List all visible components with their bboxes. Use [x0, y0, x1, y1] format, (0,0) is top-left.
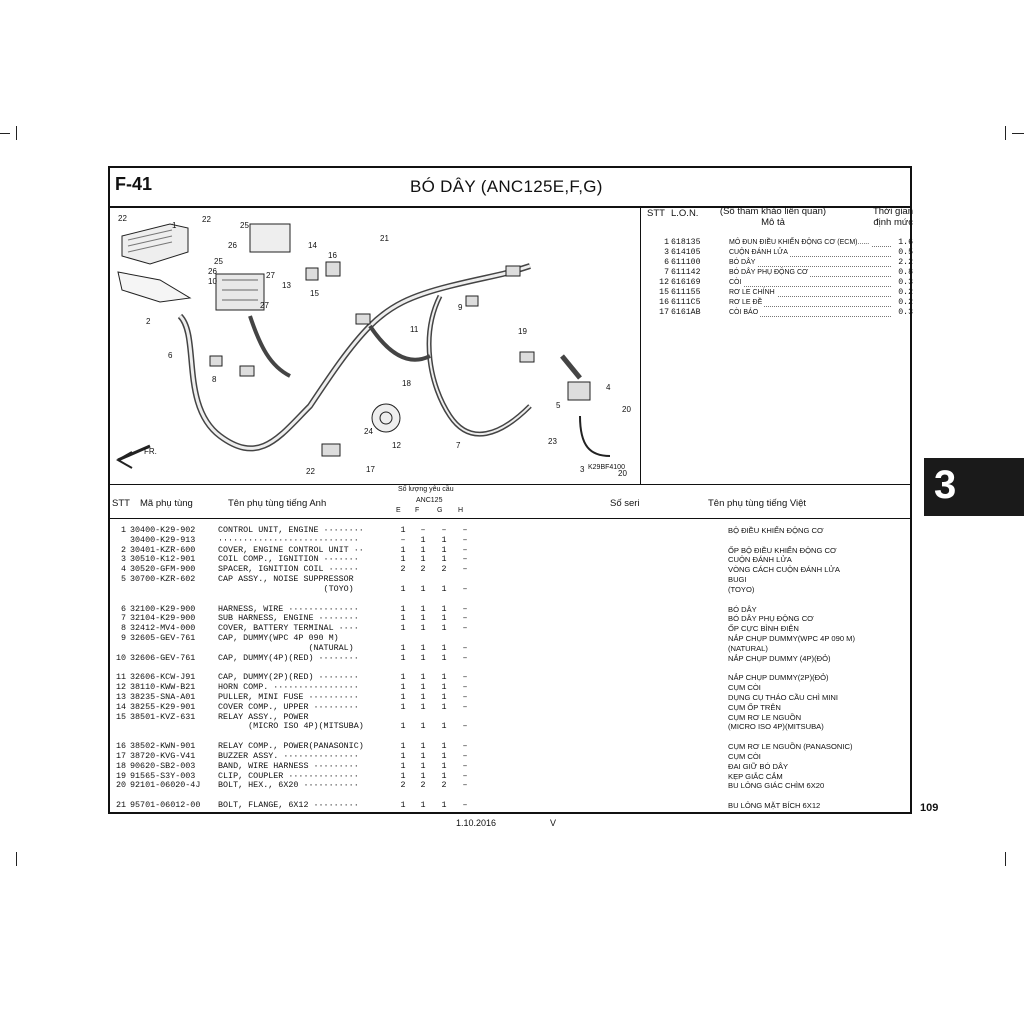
part-quantity: 1: [420, 682, 426, 693]
reference-row: [647, 278, 913, 288]
part-quantity: 1: [441, 534, 447, 545]
part-name-vietnamese: CỤM RƠ LE NGUỒN: [728, 712, 802, 722]
part-quantity: –: [462, 613, 468, 624]
table-row: [110, 722, 910, 732]
reference-row: [647, 268, 913, 278]
part-quantity: 1: [420, 652, 426, 663]
part-quantity: 1: [420, 583, 426, 594]
part-quantity: –: [462, 554, 468, 565]
part-quantity: 1: [400, 682, 406, 693]
part-stt: 14: [115, 701, 126, 712]
ref-description: RƠ LE ĐỀ: [729, 299, 763, 306]
part-quantity: 1: [441, 701, 447, 712]
part-quantity: –: [462, 770, 468, 781]
part-name-english: ····························: [218, 534, 359, 545]
part-name-vietnamese: CỤM RƠ LE NGUỒN (PANASONIC): [728, 742, 853, 752]
part-stt: 8: [120, 623, 126, 634]
part-quantity: 1: [420, 760, 426, 771]
part-quantity: –: [462, 534, 468, 545]
part-quantity: 1: [400, 760, 406, 771]
ref-description: RƠ LE CHÍNH: [729, 289, 775, 296]
callout-label: 8: [212, 375, 217, 384]
crop-mark: [0, 133, 10, 134]
crop-mark: [1005, 852, 1006, 866]
part-name-vietnamese: NẮP CHỤP DUMMY(2P)(ĐỎ): [728, 673, 829, 683]
part-number: 38255-K29-901: [130, 701, 196, 712]
part-name-english: CLIP, COUPLER ··············: [218, 770, 359, 781]
part-name-english: (MICRO ISO 4P)(MITSUBA): [218, 721, 364, 732]
exploded-diagram: [110, 206, 640, 484]
part-quantity: 1: [441, 583, 447, 594]
reference-row: [647, 238, 913, 248]
part-name-vietnamese: (TOYO): [728, 584, 755, 594]
part-quantity: –: [400, 534, 406, 545]
callout-label: 22: [202, 215, 211, 224]
part-name-vietnamese: ỐP BỘ ĐIỀU KHIỂN ĐỘNG CƠ: [728, 545, 837, 555]
part-quantity: –: [462, 800, 468, 811]
header-part-number: Mã phụ tùng: [140, 498, 193, 509]
part-quantity: 2: [400, 780, 406, 791]
part-quantity: 1: [441, 642, 447, 653]
part-stt: 18: [115, 760, 126, 771]
crop-mark: [1005, 126, 1006, 140]
part-stt: 5: [120, 573, 126, 584]
part-name-english: CAP, DUMMY(WPC 4P 090 M): [218, 632, 339, 643]
part-quantity: 1: [441, 750, 447, 761]
part-stt: 2: [120, 544, 126, 555]
page-header: [110, 168, 910, 208]
part-name-vietnamese: BUGI: [728, 574, 747, 584]
part-quantity: 1: [420, 672, 426, 683]
ref-lon: 6161AB: [671, 308, 701, 317]
reference-table-header: [647, 208, 911, 236]
part-number: 38110-KWW-B21: [130, 682, 196, 693]
part-name-english: CAP, DUMMY(2P)(RED) ········: [218, 672, 359, 683]
part-number: 32605-GEV-761: [130, 632, 196, 643]
divider: [110, 518, 910, 519]
part-name-english: COVER COMP., UPPER ·········: [218, 701, 359, 712]
ref-header-time: Thời gian định mức: [872, 206, 913, 228]
part-quantity: 1: [420, 613, 426, 624]
part-number: 92101-06020-4J: [130, 780, 201, 791]
part-quantity: 1: [400, 770, 406, 781]
callout-label: 3: [580, 465, 585, 474]
part-quantity: –: [462, 583, 468, 594]
callout-label: 16: [328, 251, 337, 260]
part-quantity: 1: [441, 691, 447, 702]
ref-stt: 17: [659, 308, 669, 317]
ref-header-lon: L.O.N.: [671, 208, 699, 219]
callout-label: FR.: [144, 447, 157, 456]
reference-table: [647, 238, 913, 318]
part-quantity: 1: [420, 741, 426, 752]
part-name-english: (TOYO): [218, 583, 354, 594]
part-quantity: 1: [441, 721, 447, 732]
callout-label: 13: [282, 281, 291, 290]
part-stt: 10: [115, 652, 126, 663]
part-quantity: 1: [420, 534, 426, 545]
page-title: BÓ DÂY (ANC125E,F,G): [410, 177, 603, 196]
ref-lon: 611155: [671, 288, 701, 297]
part-name-english: COVER, BATTERY TERMINAL ····: [218, 623, 359, 634]
reference-row: [647, 258, 913, 268]
part-name-english: CONTROL UNIT, ENGINE ········: [218, 525, 364, 535]
part-quantity: 1: [441, 652, 447, 663]
part-stt: 3: [120, 554, 126, 565]
callout-label: 6: [168, 351, 173, 360]
ref-lon: 614105: [671, 248, 701, 257]
ref-lon: 6111C5: [671, 298, 701, 307]
ref-description: BÓ DÂY: [729, 259, 756, 266]
table-row: [110, 585, 910, 595]
part-quantity: –: [462, 691, 468, 702]
part-stt: 9: [120, 632, 126, 643]
part-name-english: COIL COMP., IGNITION ·······: [218, 554, 359, 565]
part-name-english: BAND, WIRE HARNESS ·········: [218, 760, 359, 771]
header-col-g: G: [437, 507, 443, 514]
part-quantity: 1: [420, 642, 426, 653]
ref-stt: 7: [664, 268, 669, 277]
reference-row: [647, 288, 913, 298]
part-quantity: 1: [420, 800, 426, 811]
crop-mark: [16, 126, 17, 140]
part-number: 30400-K29-902: [130, 525, 196, 535]
part-quantity: 1: [400, 603, 406, 614]
part-name-vietnamese: (MICRO ISO 4P)(MITSUBA): [728, 722, 824, 732]
part-name-vietnamese: CỤM CÒI: [728, 683, 761, 693]
callout-label: 17: [366, 465, 375, 474]
part-quantity: 1: [441, 760, 447, 771]
part-quantity: –: [462, 780, 468, 791]
part-number: 38235-SNA-A01: [130, 691, 196, 702]
part-quantity: 1: [420, 691, 426, 702]
ref-stt: 1: [664, 238, 669, 247]
header-english-name: Tên phụ tùng tiếng Anh: [228, 498, 327, 509]
callout-label: 24: [364, 427, 373, 436]
part-quantity: 1: [420, 603, 426, 614]
header-col-f: F: [415, 507, 420, 514]
part-quantity: –: [462, 750, 468, 761]
part-name-vietnamese: DỤNG CỤ THÁO CẦU CHÌ MINI: [728, 692, 838, 702]
part-quantity: 1: [400, 701, 406, 712]
divider: [640, 206, 641, 484]
version-mark: V: [550, 818, 557, 828]
part-name-vietnamese: ĐAI GIỮ BÓ DÂY: [728, 761, 789, 771]
part-quantity: –: [462, 642, 468, 653]
ref-lon: 618135: [671, 238, 701, 247]
part-quantity: –: [462, 544, 468, 555]
ref-labor-time: 0.2: [898, 288, 913, 297]
part-quantity: 1: [400, 672, 406, 683]
table-row: [110, 801, 910, 811]
part-quantity: 1: [400, 652, 406, 663]
ref-lon: 616169: [671, 278, 701, 287]
header-col-h: H: [458, 507, 464, 514]
ref-description: CUỘN ĐÁNH LỬA: [729, 249, 788, 256]
part-quantity: 1: [400, 544, 406, 555]
callout-label: 25: [214, 257, 223, 266]
ref-header-description: (Số tham khảo liên quan) Mô tả: [719, 206, 827, 228]
part-quantity: –: [441, 525, 447, 535]
callout-label: 26: [208, 267, 217, 276]
part-name-vietnamese: BỘ ĐIỀU KHIỂN ĐỘNG CƠ: [728, 526, 824, 535]
part-stt: 6: [120, 603, 126, 614]
part-quantity: 1: [400, 642, 406, 653]
ref-lon: 611142: [671, 268, 701, 277]
part-quantity: 1: [420, 770, 426, 781]
callout-label: 9: [458, 303, 463, 312]
part-stt: 17: [115, 750, 126, 761]
leader-dots: [729, 278, 891, 287]
callout-label: 20: [622, 405, 631, 414]
part-name-english: SUB HARNESS, ENGINE ········: [218, 613, 359, 624]
ref-header-stt: STT: [647, 208, 665, 219]
part-quantity: 1: [441, 800, 447, 811]
part-name-vietnamese: NẮP CHỤP DUMMY(WPC 4P 090 M): [728, 633, 856, 643]
part-quantity: –: [462, 760, 468, 771]
part-stt: 16: [115, 741, 126, 752]
callout-label: 21: [380, 234, 389, 243]
part-number: 32606-GEV-761: [130, 652, 196, 663]
table-row: [110, 654, 910, 664]
part-quantity: 1: [441, 623, 447, 634]
part-number: 38501-KVZ-631: [130, 711, 196, 722]
ref-stt: 12: [659, 278, 669, 287]
part-stt: 21: [115, 800, 126, 811]
part-name-english: CAP, DUMMY(4P)(RED) ········: [218, 652, 359, 663]
callout-label: 18: [402, 379, 411, 388]
ref-labor-time: 0.2: [898, 298, 913, 307]
ref-description: CÒI: [729, 279, 742, 286]
part-quantity: 1: [420, 701, 426, 712]
part-number: 32100-K29-900: [130, 603, 196, 614]
part-name-english: RELAY COMP., POWER(PANASONIC): [218, 741, 364, 752]
header-stt: STT: [112, 498, 130, 509]
part-quantity: 1: [441, 554, 447, 565]
part-quantity: –: [462, 603, 468, 614]
part-number: 90620-SB2-003: [130, 760, 196, 771]
part-stt: 15: [115, 711, 126, 722]
part-name-vietnamese: CỤM CÒI: [728, 751, 761, 761]
part-quantity: –: [462, 701, 468, 712]
part-name-english: BOLT, HEX., 6X20 ···········: [218, 780, 359, 791]
part-quantity: 1: [420, 750, 426, 761]
part-quantity: 1: [400, 691, 406, 702]
part-quantity: –: [462, 721, 468, 732]
part-quantity: 2: [420, 780, 426, 791]
part-stt: 12: [115, 682, 126, 693]
part-number: 95701-06012-00: [130, 800, 201, 811]
part-name-vietnamese: BÓ DÂY: [728, 604, 757, 614]
callout-label: 4: [606, 383, 611, 392]
callout-label: 14: [308, 241, 317, 250]
part-quantity: 1: [400, 583, 406, 594]
part-name-english: BOLT, FLANGE, 6X12 ·········: [218, 800, 359, 811]
part-stt: 1: [120, 525, 126, 535]
ref-stt: 16: [659, 298, 669, 307]
header-serial: Số seri: [610, 498, 640, 509]
part-name-vietnamese: CỤM ỐP TRÊN: [728, 702, 781, 712]
part-name-vietnamese: BU LÔNG GIÁC CHÌM 6X20: [728, 781, 825, 791]
header-vietnamese-name: Tên phụ tùng tiếng Việt: [708, 498, 807, 509]
part-quantity: 1: [441, 672, 447, 683]
part-quantity: 1: [441, 603, 447, 614]
reference-row: [647, 308, 913, 318]
part-number: 38720-KVG-V41: [130, 750, 196, 761]
part-stt: 4: [120, 564, 126, 575]
ref-stt: 3: [664, 248, 669, 257]
part-quantity: 1: [441, 682, 447, 693]
part-quantity: 1: [441, 741, 447, 752]
callout-label: 11: [410, 325, 419, 334]
part-quantity: 1: [420, 721, 426, 732]
part-quantity: –: [462, 741, 468, 752]
part-stt: 20: [115, 780, 126, 791]
ref-description: CÒI BÁO: [729, 309, 759, 316]
part-name-vietnamese: BÓ DÂY PHỤ ĐỘNG CƠ: [728, 614, 814, 624]
callout-label: 5: [556, 401, 561, 410]
header-model: ANC125: [416, 497, 443, 504]
part-name-english: PULLER, MINI FUSE ··········: [218, 691, 359, 702]
part-name-vietnamese: ỐP CỰC BÌNH ĐIỆN: [728, 624, 799, 634]
part-stt: 13: [115, 691, 126, 702]
ref-labor-time: 0.3: [898, 278, 913, 287]
part-stt: 19: [115, 770, 126, 781]
header-col-e: E: [396, 507, 401, 514]
part-number: 32104-K29-900: [130, 613, 196, 624]
part-quantity: 1: [400, 525, 406, 535]
callout-label: 1: [172, 221, 177, 230]
reference-row: [647, 298, 913, 308]
callout-label: 2: [146, 317, 151, 326]
ref-stt: 6: [664, 258, 669, 267]
figure-code: F-41: [115, 174, 153, 194]
part-name-english: SPACER, IGNITION COIL ······: [218, 564, 359, 575]
part-number: 30700-KZR-602: [130, 573, 196, 584]
part-number: 32606-KCW-J91: [130, 672, 196, 683]
part-name-vietnamese: VÒNG CÁCH CUỘN ĐÁNH LỬA: [728, 565, 840, 575]
part-number: 91565-S3Y-003: [130, 770, 196, 781]
part-quantity: 2: [441, 780, 447, 791]
part-quantity: 2: [400, 564, 406, 575]
part-stt: 7: [120, 613, 126, 624]
part-quantity: 1: [420, 544, 426, 555]
part-stt: 11: [115, 672, 126, 683]
ref-labor-time: 0.5: [898, 248, 913, 257]
ref-lon: 611100: [671, 258, 701, 267]
part-quantity: –: [462, 564, 468, 575]
part-quantity: 1: [400, 554, 406, 565]
part-name-english: HORN COMP. ·················: [218, 682, 359, 693]
wiring-harness-drawing: [110, 206, 640, 484]
part-quantity: 1: [400, 741, 406, 752]
part-quantity: 1: [400, 800, 406, 811]
crop-mark: [1012, 133, 1024, 134]
crop-mark: [16, 852, 17, 866]
callout-label: 19: [518, 327, 527, 336]
ref-labor-time: 1.6: [898, 238, 913, 247]
part-number: 30401-KZR-600: [130, 544, 196, 555]
diagram-code: K29BF4100: [588, 464, 625, 471]
part-name-english: BUZZER ASSY. ···············: [218, 750, 359, 761]
ref-stt: 15: [659, 288, 669, 297]
part-quantity: –: [462, 525, 468, 535]
part-name-vietnamese: NẮP CHỤP DUMMY (4P)(ĐỎ): [728, 653, 831, 663]
ref-labor-time: 2.2: [898, 258, 913, 267]
part-quantity: 2: [420, 564, 426, 575]
page-number: 109: [920, 802, 939, 814]
part-quantity: –: [462, 623, 468, 634]
part-quantity: –: [462, 672, 468, 683]
reference-row: [647, 248, 913, 258]
part-name-vietnamese: CUỘN ĐÁNH LỬA: [728, 555, 792, 565]
catalog-page-frame: [108, 166, 912, 814]
part-name-english: (NATURAL): [218, 642, 354, 653]
header-quantity: Số lượng yêu cầu: [398, 486, 454, 493]
part-number: 30400-K29-913: [130, 534, 196, 545]
part-number: 30510-K12-901: [130, 554, 196, 565]
part-quantity: 1: [441, 770, 447, 781]
ref-labor-time: 0.3: [898, 308, 913, 317]
part-quantity: 2: [441, 564, 447, 575]
part-quantity: 1: [400, 750, 406, 761]
part-number: 38502-KWN-901: [130, 741, 196, 752]
part-quantity: 1: [400, 613, 406, 624]
part-name-vietnamese: (NATURAL): [728, 643, 768, 653]
part-quantity: –: [420, 525, 426, 535]
parts-table-header: [110, 484, 910, 518]
part-name-english: RELAY ASSY., POWER: [218, 711, 309, 722]
callout-label: 10: [208, 277, 217, 286]
part-quantity: 1: [420, 554, 426, 565]
publication-date: 1.10.2016: [456, 818, 497, 828]
parts-list: [110, 526, 910, 811]
callout-label: 7: [456, 441, 461, 450]
table-row: [110, 781, 910, 791]
part-number: 30520-GFM-900: [130, 564, 196, 575]
callout-label: 25: [240, 221, 249, 230]
part-quantity: –: [462, 652, 468, 663]
callout-label: 27: [266, 271, 275, 280]
callout-label: 23: [548, 437, 557, 446]
ref-description: MÔ ĐUN ĐIỀU KHIỂN ĐỘNG CƠ (ECM)......: [729, 239, 870, 246]
callout-label: 27: [260, 301, 269, 310]
part-quantity: –: [462, 682, 468, 693]
part-name-english: COVER, ENGINE CONTROL UNIT ··: [218, 544, 364, 555]
callout-label: 15: [310, 289, 319, 298]
section-tab-number: 3: [934, 463, 957, 507]
part-name-vietnamese: BU LÔNG MẶT BÍCH 6X12: [728, 801, 821, 811]
part-quantity: 1: [400, 623, 406, 634]
callout-label: 20: [618, 469, 627, 478]
part-name-english: HARNESS, WIRE ··············: [218, 603, 359, 614]
part-quantity: 1: [441, 544, 447, 555]
part-quantity: 1: [420, 623, 426, 634]
part-quantity: 1: [441, 613, 447, 624]
callout-label: 12: [392, 441, 401, 450]
ref-labor-time: 0.8: [898, 268, 913, 277]
callout-label: 22: [118, 214, 127, 223]
ref-description: BÓ DÂY PHỤ ĐỘNG CƠ: [729, 269, 808, 276]
part-name-vietnamese: KẸP GIẮC CẮM: [728, 771, 783, 781]
part-quantity: 1: [400, 721, 406, 732]
callout-label: 26: [228, 241, 237, 250]
callout-label: 22: [306, 467, 315, 476]
part-name-english: CAP ASSY., NOISE SUPPRESSOR: [218, 573, 354, 584]
part-number: 32412-MV4-000: [130, 623, 196, 634]
